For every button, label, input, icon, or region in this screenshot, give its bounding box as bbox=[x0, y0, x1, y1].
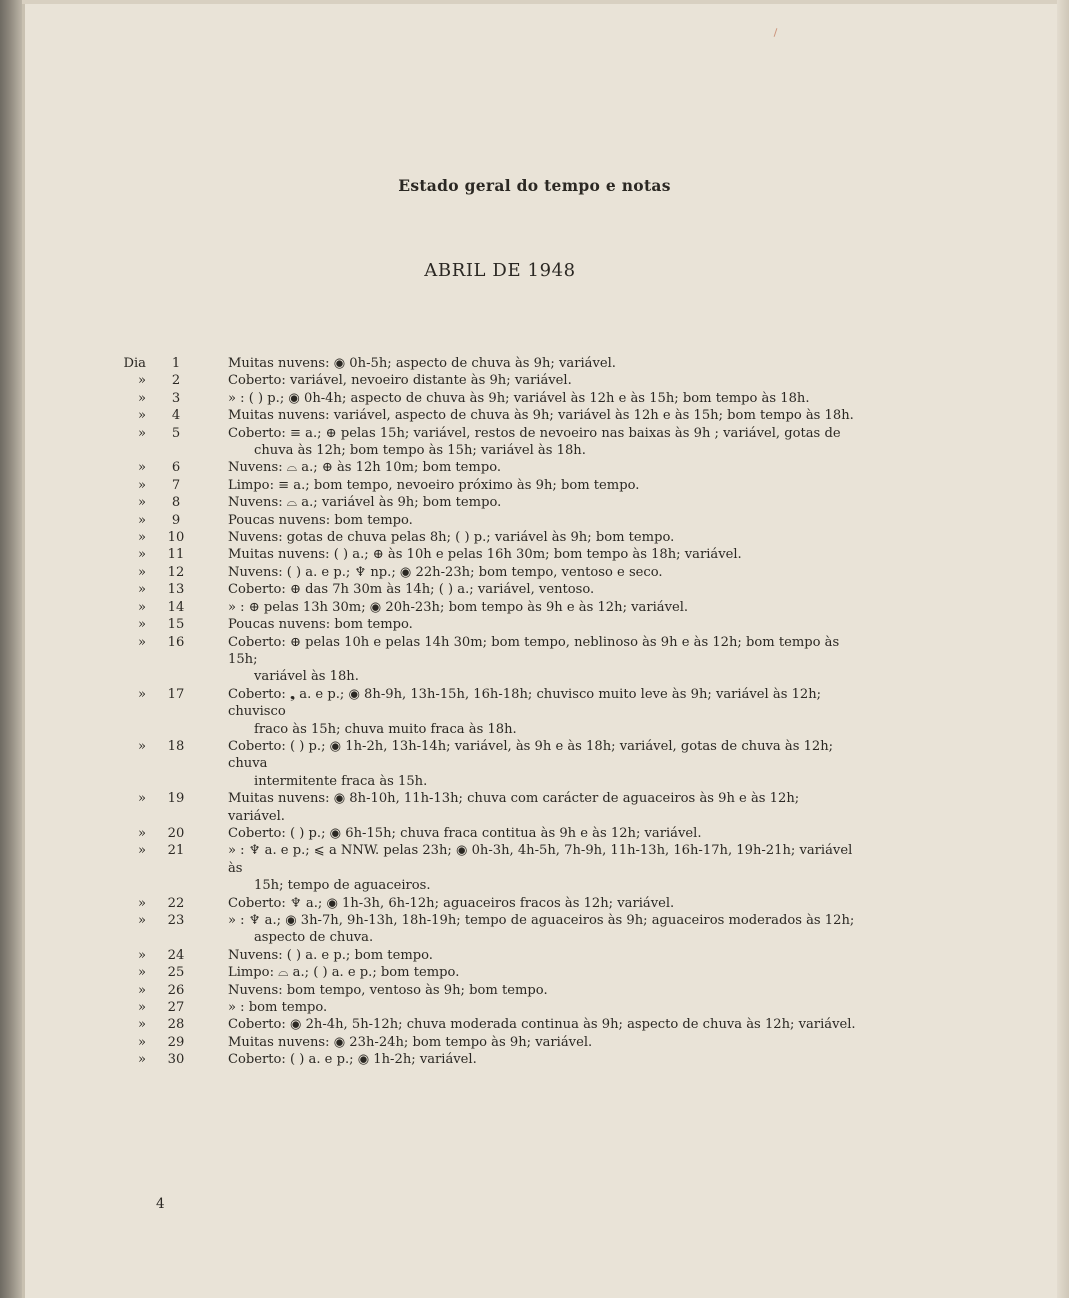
entry-text: Coberto: ◉ 2h-4h, 5h-12h; chuva moderada continua às 9h; aspecto de chuva às 12h; variável. bbox=[228, 1017, 856, 1033]
entry-day: 2 bbox=[171, 373, 181, 389]
entry-label: » bbox=[137, 738, 146, 754]
list-item bbox=[0, 599, 1069, 616]
entry-text-container bbox=[228, 477, 860, 494]
entry-day: 4 bbox=[171, 408, 181, 424]
entry-text-continuation: 15h; tempo de aguaceiros. bbox=[254, 878, 431, 894]
entry-day: 17 bbox=[167, 686, 185, 702]
entry-text: Nuvens: gotas de chuva pelas 8h; ( ) p.; variável às 9h; bom tempo. bbox=[228, 530, 675, 546]
entry-label: Dia bbox=[123, 356, 146, 371]
entry-label: » bbox=[137, 390, 146, 406]
entry-day: 13 bbox=[167, 582, 185, 598]
entry-text: Muitas nuvens: ( ) a.; ⊕ às 10h e pelas 16h 30m; bom tempo às 18h; variável. bbox=[228, 547, 742, 563]
page-number: 4 bbox=[156, 1196, 165, 1212]
entry-day: 26 bbox=[167, 982, 185, 998]
entry-text-container bbox=[228, 390, 860, 407]
entry-day: 11 bbox=[167, 547, 185, 563]
stray-mark bbox=[774, 28, 778, 37]
list-item bbox=[0, 494, 1069, 511]
list-item bbox=[0, 790, 1069, 825]
entry-text: Nuvens: ⌓ a.; ⊕ às 12h 10m; bom tempo. bbox=[228, 460, 502, 476]
weather-entries-list bbox=[0, 355, 1069, 1069]
list-item bbox=[0, 512, 1069, 529]
entry-day: 14 bbox=[167, 599, 185, 615]
entry-text: Coberto: ( ) p.; ◉ 1h-2h, 13h-14h; variável, às 9h e às 18h; variável, gotas de chuva às 12h; chuva bbox=[228, 738, 834, 772]
entry-text-container bbox=[228, 895, 860, 912]
list-item bbox=[0, 1034, 1069, 1051]
page-subtitle: ABRIL DE 1948 bbox=[424, 260, 576, 281]
entry-text: Coberto: ≡ a.; ⊕ pelas 15h; variável, restos de nevoeiro nas baixas às 9h ; variável, gotas de bbox=[228, 425, 841, 441]
entry-day: 29 bbox=[167, 1034, 185, 1050]
entry-day: 12 bbox=[167, 564, 185, 580]
entry-day: 24 bbox=[167, 947, 185, 963]
entry-text-continuation: chuva às 12h; bom tempo às 15h; variável às 18h. bbox=[254, 443, 586, 459]
entry-text-container bbox=[228, 982, 860, 999]
entry-label: » bbox=[137, 982, 146, 998]
entry-label: » bbox=[137, 843, 146, 859]
entry-text: Coberto: ⊕ das 7h 30m às 14h; ( ) a.; variável, ventoso. bbox=[228, 582, 595, 598]
entry-text: Limpo: ≡ a.; bom tempo, nevoeiro próximo às 9h; bom tempo. bbox=[228, 477, 640, 493]
entry-text-container bbox=[228, 634, 860, 686]
entry-text: Muitas nuvens: ◉ 8h-10h, 11h-13h; chuva com carácter de aguaceiros às 9h e às 12h; variável. bbox=[228, 791, 800, 824]
list-item bbox=[0, 1016, 1069, 1033]
entry-label: » bbox=[137, 582, 146, 598]
entry-label: » bbox=[137, 1034, 146, 1050]
entry-text-container bbox=[228, 459, 860, 476]
entry-day: 23 bbox=[167, 913, 185, 928]
entry-text: Coberto: variável, nevoeiro distante às 9h; variável. bbox=[228, 373, 572, 389]
entry-text: » : ⊕ pelas 13h 30m; ◉ 20h-23h; bom tempo às 9h e às 12h; variável. bbox=[228, 599, 689, 615]
list-item bbox=[0, 564, 1069, 581]
entry-label: » bbox=[137, 913, 146, 928]
entry-text-container bbox=[228, 686, 860, 738]
entry-text: Limpo: ⌓ a.; ( ) a. e p.; bom tempo. bbox=[228, 965, 460, 981]
entry-text-container bbox=[228, 738, 860, 790]
page-top-edge bbox=[22, 0, 1069, 4]
entry-text-container bbox=[228, 912, 860, 947]
entry-text-container bbox=[228, 425, 860, 460]
entry-label: » bbox=[137, 460, 146, 476]
entry-text-container bbox=[228, 1051, 860, 1068]
entry-text: Nuvens: ( ) a. e p.; bom tempo. bbox=[228, 947, 433, 963]
entry-text: Muitas nuvens: ◉ 23h-24h; bom tempo às 9h; variável. bbox=[228, 1034, 593, 1050]
list-item bbox=[0, 425, 1069, 460]
entry-day: 15 bbox=[167, 617, 185, 633]
entry-text-container bbox=[228, 372, 860, 389]
entry-text-container bbox=[228, 564, 860, 581]
entry-label: » bbox=[137, 547, 146, 563]
entry-label: » bbox=[137, 947, 146, 963]
entry-label: » bbox=[137, 512, 146, 528]
entry-text: Coberto: ❟ a. e p.; ◉ 8h-9h, 13h-15h, 16h-18h; chuvisco muito leve às 9h; variável às 12h; chuvisco bbox=[228, 686, 822, 720]
entry-day: 8 bbox=[171, 495, 181, 511]
entry-text-container bbox=[228, 512, 860, 529]
entry-text: Poucas nuvens: bom tempo. bbox=[228, 512, 413, 528]
entry-day: 30 bbox=[167, 1052, 185, 1068]
entry-text-container bbox=[228, 529, 860, 546]
entry-text: Poucas nuvens: bom tempo. bbox=[228, 617, 413, 633]
entry-text-container bbox=[228, 999, 860, 1016]
list-item bbox=[0, 477, 1069, 494]
entry-label: » bbox=[137, 895, 146, 911]
entry-text-container bbox=[228, 616, 860, 633]
entry-text-container bbox=[228, 842, 860, 894]
entry-label: » bbox=[137, 408, 146, 424]
entry-label: » bbox=[137, 965, 146, 981]
entry-label: » bbox=[137, 373, 146, 389]
entry-text: Coberto: ( ) a. e p.; ◉ 1h-2h; variável. bbox=[228, 1052, 477, 1068]
entry-text: Nuvens: bom tempo, ventoso às 9h; bom tempo. bbox=[228, 982, 548, 998]
list-item bbox=[0, 459, 1069, 476]
entry-text-container bbox=[228, 407, 860, 424]
entry-text-container bbox=[228, 546, 860, 563]
list-item bbox=[0, 390, 1069, 407]
entry-text: Nuvens: ⌓ a.; variável às 9h; bom tempo. bbox=[228, 495, 502, 511]
list-item bbox=[0, 581, 1069, 598]
entry-day: 7 bbox=[171, 477, 181, 493]
entry-text-container bbox=[228, 599, 860, 616]
entry-text: Nuvens: ( ) a. e p.; ♆ np.; ◉ 22h-23h; bom tempo, ventoso e seco. bbox=[228, 564, 663, 580]
list-item bbox=[0, 982, 1069, 999]
entry-text: Coberto: ♆ a.; ◉ 1h-3h, 6h-12h; aguaceiros fracos às 12h; variável. bbox=[228, 895, 675, 911]
entry-text: » : ♆ a. e p.; ⩽ a NNW. pelas 23h; ◉ 0h-3h, 4h-5h, 7h-9h, 11h-13h, 16h-17h, 19h-21h; variável às bbox=[228, 843, 853, 876]
entry-label: » bbox=[137, 425, 146, 441]
entry-text: Muitas nuvens: variável, aspecto de chuva às 9h; variável às 12h e às 15h; bom tempo às 18h. bbox=[228, 408, 854, 424]
entry-day: 3 bbox=[171, 390, 181, 406]
entry-day: 5 bbox=[171, 425, 181, 441]
list-item bbox=[0, 895, 1069, 912]
page-title: Estado geral do tempo e notas bbox=[398, 176, 671, 195]
list-item bbox=[0, 372, 1069, 389]
entry-day: 19 bbox=[167, 791, 185, 807]
entry-day: 28 bbox=[167, 1017, 185, 1033]
entry-label: » bbox=[137, 634, 146, 650]
entry-label: » bbox=[137, 564, 146, 580]
entry-label: » bbox=[137, 1000, 146, 1016]
list-item bbox=[0, 842, 1069, 894]
list-item bbox=[0, 999, 1069, 1016]
entry-text-container bbox=[228, 355, 860, 372]
list-item bbox=[0, 947, 1069, 964]
entry-text-container bbox=[228, 790, 860, 825]
entry-text-container bbox=[228, 964, 860, 981]
list-item bbox=[0, 912, 1069, 947]
entry-text: Coberto: ⊕ pelas 10h e pelas 14h 30m; bom tempo, neblinoso às 9h e às 12h; bom tempo às 15h; bbox=[228, 634, 840, 667]
entry-label: » bbox=[137, 791, 146, 807]
entry-label: » bbox=[137, 477, 146, 493]
entry-text-continuation: aspecto de chuva. bbox=[254, 930, 374, 946]
entry-text-continuation: variável às 18h. bbox=[254, 669, 359, 685]
entry-label: » bbox=[137, 1052, 146, 1068]
entry-day: 6 bbox=[171, 460, 181, 476]
list-item bbox=[0, 686, 1069, 738]
entry-day: 21 bbox=[167, 843, 185, 859]
list-item bbox=[0, 355, 1069, 372]
entry-text: » : bom tempo. bbox=[228, 1000, 328, 1016]
entry-text-container bbox=[228, 1016, 860, 1033]
entry-label: » bbox=[137, 825, 146, 841]
entry-text-container bbox=[228, 1034, 860, 1051]
entry-text-container bbox=[228, 494, 860, 511]
entry-day: 1 bbox=[171, 356, 181, 371]
list-item bbox=[0, 546, 1069, 563]
list-item bbox=[0, 616, 1069, 633]
entry-label: » bbox=[137, 599, 146, 615]
list-item bbox=[0, 407, 1069, 424]
entry-text-container bbox=[228, 947, 860, 964]
entry-text-container bbox=[228, 825, 860, 842]
list-item bbox=[0, 825, 1069, 842]
entry-label: » bbox=[137, 686, 146, 702]
list-item bbox=[0, 964, 1069, 981]
entry-text: » : ♆ a.; ◉ 3h-7h, 9h-13h, 18h-19h; tempo de aguaceiros às 9h; aguaceiros moderados às 12h; bbox=[228, 913, 855, 928]
entry-day: 18 bbox=[167, 738, 185, 754]
entry-label: » bbox=[137, 495, 146, 511]
entry-day: 20 bbox=[167, 825, 185, 841]
entry-day: 9 bbox=[171, 512, 181, 528]
entry-day: 16 bbox=[167, 634, 185, 650]
entry-text: Muitas nuvens: ◉ 0h-5h; aspecto de chuva às 9h; variável. bbox=[228, 356, 616, 371]
entry-text-container bbox=[228, 581, 860, 598]
entry-text-continuation: intermitente fraca às 15h. bbox=[254, 773, 428, 789]
entry-label: » bbox=[137, 1017, 146, 1033]
entry-day: 10 bbox=[167, 530, 185, 546]
entry-label: » bbox=[137, 617, 146, 633]
entry-text: » : ( ) p.; ◉ 0h-4h; aspecto de chuva às 9h; variável às 12h e às 15h; bom tempo às 18h. bbox=[228, 390, 810, 406]
list-item bbox=[0, 529, 1069, 546]
entry-text: Coberto: ( ) p.; ◉ 6h-15h; chuva fraca contitua às 9h e às 12h; variável. bbox=[228, 825, 702, 841]
entry-label: » bbox=[137, 530, 146, 546]
entry-text-continuation: fraco às 15h; chuva muito fraca às 18h. bbox=[254, 721, 517, 737]
list-item bbox=[0, 1051, 1069, 1068]
list-item bbox=[0, 634, 1069, 686]
entry-day: 25 bbox=[167, 965, 185, 981]
entry-day: 27 bbox=[167, 1000, 185, 1016]
entry-day: 22 bbox=[167, 895, 185, 911]
list-item bbox=[0, 738, 1069, 790]
